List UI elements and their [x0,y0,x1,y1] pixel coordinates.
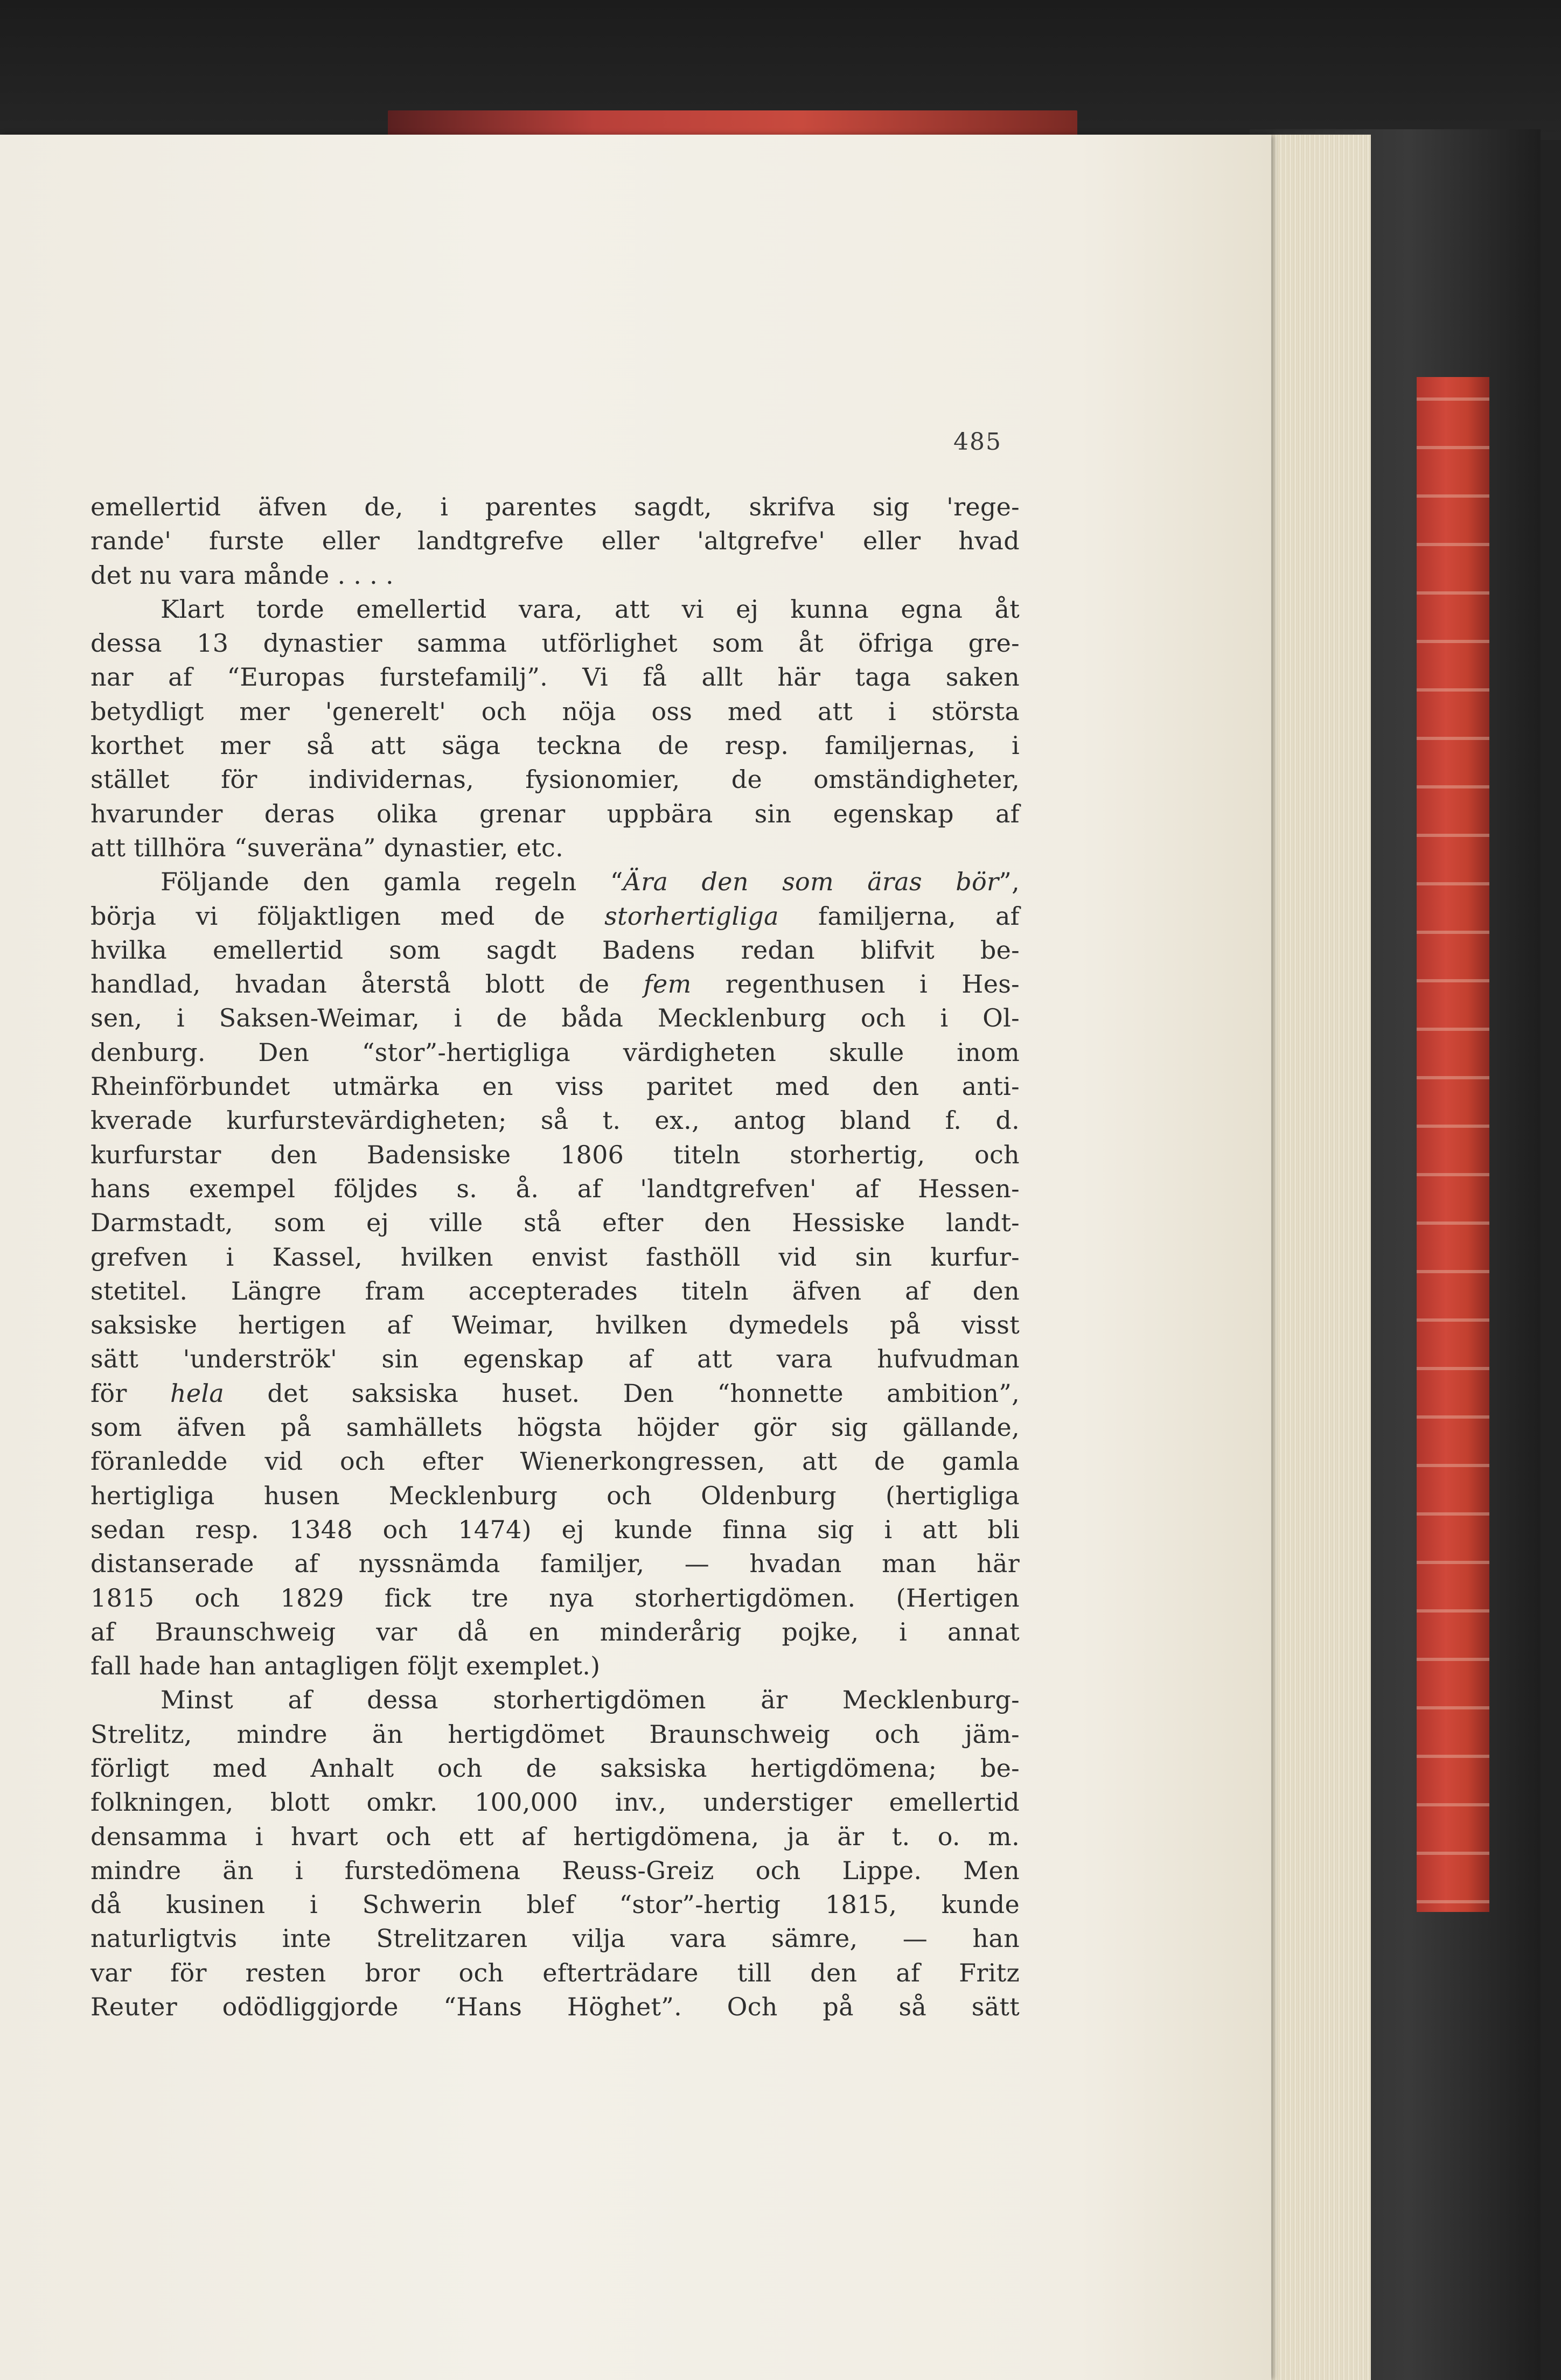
text-line: stetitel. Längre fram accepterades titeln äfven af den [90,1276,1020,1306]
text-segment: det saksiska huset. Den “honnette ambition”, [224,1378,1020,1408]
text-line: naturligtvis inte Strelitzaren vilja vara sämre, — han [90,1924,1020,1953]
text-segment: Följande den gamla regeln “ [161,867,623,897]
text-line: densamma i hvart och ett af hertigdömena, ja är t. o. m. [90,1821,1020,1851]
text-line: rande' furste eller landtgrefve eller 'altgrefve' eller hvad [90,526,1020,556]
text-segment: ”, [999,867,1020,897]
body-text [90,490,1020,2024]
text-segment: handlad, hvadan återstå blott de [90,969,644,999]
paragraph-start-line: Klart torde emellertid vara, att vi ej kunna egna åt [161,594,1020,624]
text-line: sedan resp. 1348 och 1474) ej kunde finna sig i att bli [90,1514,1020,1544]
text-line: folkningen, blott omkr. 100,000 inv., understiger emellertid [90,1788,1020,1817]
book-page [0,135,1271,2380]
text-segment: regenthusen i Hes- [691,969,1020,999]
text-segment: börja vi följaktligen med de [90,901,605,931]
text-line: hans exempel följdes s. å. af 'landtgrefven' af Hessen- [90,1174,1020,1203]
text-line [90,899,1020,933]
text-line: sen, i Saksen-Weimar, i de båda Mecklenburg och i Ol- [90,1003,1020,1033]
text-line: emellertid äfven de, i parentes sagdt, skrifva sig 'rege- [90,492,1020,521]
text-line: hvilka emellertid som sagdt Badens redan blifvit be- [90,935,1020,965]
page-edges [1263,135,1371,2380]
text-line: mindre än i furstedömena Reuss-Greiz och Lippe. Men [90,1855,1020,1885]
text-line [90,967,1020,1001]
text-line: som äfven på samhällets högsta höjder gör sig gällande, [90,1413,1020,1442]
italic-text: fem [643,969,692,999]
text-line: att tillhöra “suveräna” dynastier, etc. [90,833,564,862]
text-line: distanserade af nyssnämda familjer, — hvadan man här [90,1549,1020,1579]
text-line: hertigliga husen Mecklenburg och Oldenburg (hertigliga [90,1481,1020,1510]
text-line: af Braunschweig var då en minderårig pojke, i annat [90,1617,1020,1646]
text-line: grefven i Kassel, hvilken envist fasthöll vid sin kurfur- [90,1242,1020,1272]
text-line: Strelitz, mindre än hertigdömet Braunschweig och jäm- [90,1719,1020,1749]
text-line: nar af “Europas furstefamilj”. Vi få allt här taga saken [90,662,1020,692]
text-line: saksiske hertigen af Weimar, hvilken dymedels på visst [90,1310,1020,1340]
text-line: Reuter odödliggjorde “Hans Höghet”. Och på så sätt [90,1992,1020,2022]
text-line [90,1377,1020,1411]
text-line: kurfurstar den Badensiske 1806 titeln storhertig, och [90,1140,1020,1169]
text-line: förligt med Anhalt och de saksiska hertigdömena; be- [90,1753,1020,1783]
text-line: denburg. Den “stor”-hertigliga värdigheten skulle inom [90,1037,1020,1067]
text-line: korthet mer så att säga teckna de resp. familjernas, i [90,731,1020,760]
text-line: då kusinen i Schwerin blef “stor”-hertig 1815, kunde [90,1890,1020,1920]
text-line: var för resten bror och efterträdare till den af Fritz [90,1958,1020,1987]
paragraph-start-line [90,865,1020,899]
text-line: Darmstadt, som ej ville stå efter den Hessiske landt- [90,1208,1020,1238]
text-line: kverade kurfurstevärdigheten; så t. ex., antog bland f. d. [90,1106,1020,1135]
text-line: betydligt mer 'generelt' och nöja oss med att i största [90,696,1020,726]
text-line: stället för individernas, fysionomier, de omständigheter, [90,765,1020,794]
text-line: Rheinförbundet utmärka en viss paritet med den anti- [90,1072,1020,1101]
paragraph-start-line: Minst af dessa storhertigdömen är Mecklenburg- [161,1685,1020,1715]
text-line: sätt 'underströk' sin egenskap af att vara hufvudman [90,1344,1020,1374]
page-number: 485 [953,428,1002,456]
red-fore-edge-pattern [1417,377,1489,1912]
text-line: det nu vara månde . . . . [90,560,394,590]
text-segment: familjerna, af [778,901,1020,931]
text-line: dessa 13 dynastier samma utförlighet som åt öfriga gre- [90,629,1020,658]
text-line: hvarunder deras olika grenar uppbära sin egenskap af [90,799,1020,828]
text-segment: för [90,1378,170,1408]
text-line: 1815 och 1829 fick tre nya storhertigdömen. (Hertigen [90,1583,1020,1613]
italic-text: hela [170,1378,225,1408]
text-line: föranledde vid och efter Wienerkongressen, att de gamla [90,1447,1020,1476]
italic-text: Ära den som äras bör [623,867,999,897]
text-line: fall hade han antagligen följt exemplet.) [90,1651,601,1681]
italic-text: storhertigliga [604,901,779,931]
